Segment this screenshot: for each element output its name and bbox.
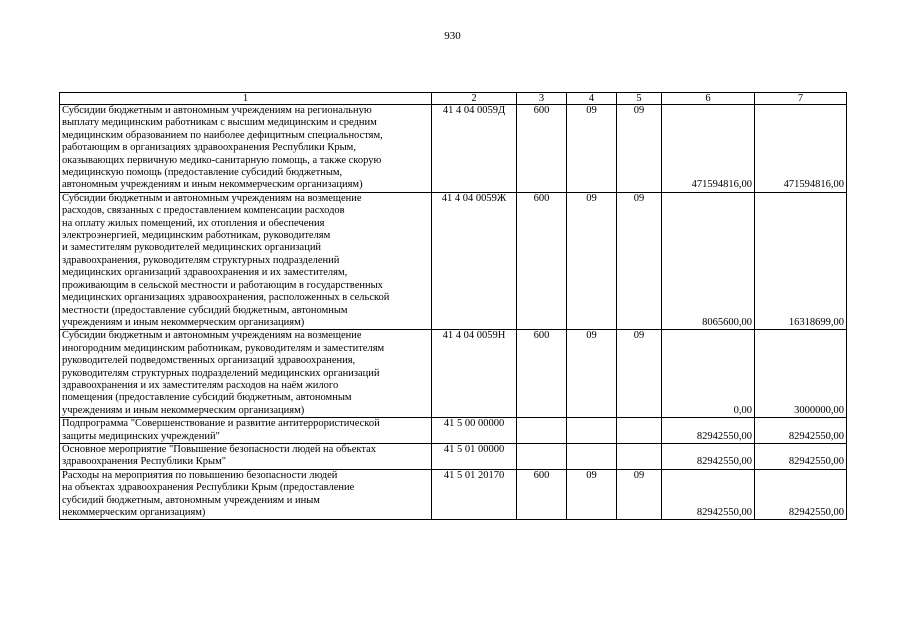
- row-amount-1-cell: 82942550,00: [662, 469, 755, 520]
- row-name-line: медицинских организаций здравоохранения и их заместителям,: [62, 267, 348, 279]
- row-name-line: некоммерческим организациям): [62, 507, 206, 518]
- row-name-line: оказывающих первичную медико-санитарную помощь, а также скорую: [62, 154, 382, 166]
- row-name-line: Субсидии бюджетным и автономным учреждениям на возмещение: [62, 192, 362, 204]
- row-name-line: работающим в организациях здравоохранения Республики Крым,: [62, 142, 356, 154]
- row-code-cell: 41 5 01 00000: [432, 443, 517, 469]
- row-amount-1-cell: 82942550,00: [662, 443, 755, 469]
- row-expense-type-cell: 600: [517, 330, 567, 418]
- row-name-line: Расходы на мероприятия по повышению безопасности людей: [62, 469, 338, 481]
- row-code-cell: 41 4 04 0059Д: [432, 105, 517, 193]
- row-section-cell: 09: [567, 330, 617, 418]
- table-row: [60, 330, 847, 418]
- row-code-cell: 41 5 01 20170: [432, 469, 517, 520]
- row-amount-2-cell: 3000000,00: [755, 330, 847, 418]
- row-name-line: на оплату жилых помещений, их отопления и обеспечения: [62, 217, 325, 229]
- header-cell: 2: [432, 93, 517, 105]
- row-amount-1-cell: 82942550,00: [662, 418, 755, 444]
- table-row: [60, 192, 847, 329]
- header-cell: 6: [662, 93, 755, 105]
- row-name-line: Субсидии бюджетным и автономным учреждениям на региональную: [62, 105, 372, 116]
- row-name-line: на объектах здравоохранения Республики Крым (предоставление: [62, 482, 355, 494]
- row-section-cell: 09: [567, 105, 617, 193]
- table-row: [60, 443, 847, 469]
- row-subsection-cell: 09: [617, 105, 662, 193]
- row-name-line: здравоохранения и их заместителям расходов на наём жилого: [62, 379, 339, 391]
- table-row: [60, 418, 847, 444]
- row-amount-2-cell: 16318699,00: [755, 192, 847, 329]
- row-section-cell: [567, 418, 617, 444]
- row-section-cell: [567, 443, 617, 469]
- row-section-cell: 09: [567, 192, 617, 329]
- row-subsection-cell: 09: [617, 469, 662, 520]
- header-cell: 1: [60, 93, 432, 105]
- row-name-line: медицинскую помощь (предоставление субсидий бюджетным,: [62, 167, 343, 179]
- row-amount-2-cell: 471594816,00: [755, 105, 847, 193]
- row-name-line: медицинским образованием по наиболее дефицитным специальностям,: [62, 129, 383, 141]
- row-amount-1-cell: 471594816,00: [662, 105, 755, 193]
- row-name-line: учреждениям и иным некоммерческим организациям): [62, 316, 305, 328]
- row-name-line: и заместителям руководителей медицинских организаций: [62, 242, 322, 254]
- row-name-line: Основное мероприятие "Повышение безопасности людей на объектах: [62, 443, 376, 455]
- row-code-cell: 41 4 04 0059Ж: [432, 192, 517, 329]
- row-expense-type-cell: [517, 418, 567, 444]
- row-amount-2-cell: 82942550,00: [755, 443, 847, 469]
- row-subsection-cell: 09: [617, 330, 662, 418]
- row-code-cell: 41 4 04 0059Н: [432, 330, 517, 418]
- row-name-line: руководителей подведомственных организаций здравоохранения,: [62, 355, 356, 367]
- row-amount-1-cell: 8065600,00: [662, 192, 755, 329]
- row-section-cell: 09: [567, 469, 617, 520]
- row-name-line: учреждениям и иным некоммерческим организациям): [62, 404, 305, 416]
- row-name-line: расходов, связанных с предоставлением компенсации расходов: [62, 205, 345, 217]
- row-subsection-cell: [617, 418, 662, 444]
- row-name-line: здравоохранения Республики Крым": [62, 456, 227, 468]
- row-expense-type-cell: 600: [517, 192, 567, 329]
- row-name-line: местности (предоставление субсидий бюджетным, автономным: [62, 304, 348, 316]
- header-cell: 4: [567, 93, 617, 105]
- row-name-line: здравоохранения, руководителям структурных подразделений: [62, 254, 340, 266]
- row-expense-type-cell: [517, 443, 567, 469]
- table-row: [60, 469, 847, 520]
- row-name-cell: [60, 469, 432, 520]
- row-name-line: электроэнергией, медицинским работникам, руководителям: [62, 230, 331, 242]
- table-row: [60, 105, 847, 193]
- budget-table: [59, 92, 847, 520]
- row-name-cell: [60, 105, 432, 193]
- row-name-line: субсидий бюджетным, автономным учреждениям и иным: [62, 494, 320, 506]
- row-amount-2-cell: 82942550,00: [755, 469, 847, 520]
- row-name-line: помещения (предоставление субсидий бюджетным, автономным: [62, 392, 352, 404]
- table-header-row: [60, 93, 847, 105]
- row-name-line: защиты медицинских учреждений": [62, 430, 220, 442]
- row-name-line: медицинских организациях здравоохранения, расположенных в сельской: [62, 292, 390, 304]
- header-cell: 7: [755, 93, 847, 105]
- row-amount-1-cell: 0,00: [662, 330, 755, 418]
- page-number: 930: [444, 30, 461, 42]
- row-expense-type-cell: 600: [517, 105, 567, 193]
- row-name-line: Подпрограмма "Совершенствование и развитие антитеррористической: [62, 418, 380, 430]
- header-cell: 5: [617, 93, 662, 105]
- header-cell: 3: [517, 93, 567, 105]
- row-name-line: автономным учреждениям и иным некоммерческим организациям): [62, 179, 363, 191]
- row-name-cell: [60, 443, 432, 469]
- row-name-line: проживающим в сельской местности и работающим в государственных: [62, 279, 383, 291]
- row-code-cell: 41 5 00 00000: [432, 418, 517, 444]
- row-name-line: руководителям структурных подразделений медицинских организаций: [62, 367, 380, 379]
- row-subsection-cell: [617, 443, 662, 469]
- row-name-line: Субсидии бюджетным и автономным учреждениям на возмещение: [62, 330, 362, 342]
- row-amount-2-cell: 82942550,00: [755, 418, 847, 444]
- row-subsection-cell: 09: [617, 192, 662, 329]
- row-name-cell: [60, 192, 432, 329]
- row-name-cell: [60, 418, 432, 444]
- row-expense-type-cell: 600: [517, 469, 567, 520]
- row-name-line: выплату медицинским работникам с высшим медицинским и средним: [62, 117, 377, 129]
- row-name-cell: [60, 330, 432, 418]
- row-name-line: иногородним медицинским работникам, руководителям и заместителям: [62, 342, 385, 354]
